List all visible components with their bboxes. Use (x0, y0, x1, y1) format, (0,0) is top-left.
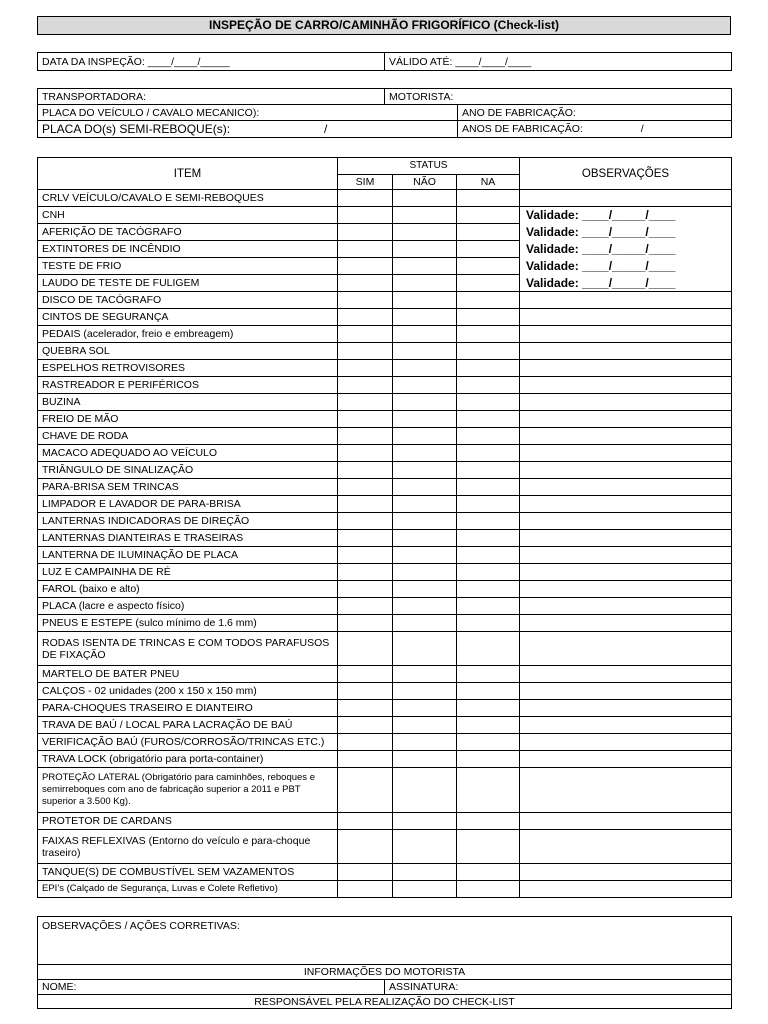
status-na-cell[interactable] (457, 581, 520, 598)
status-na-cell[interactable] (457, 813, 520, 830)
nao-column-header: NÃO (393, 175, 457, 190)
observation-cell[interactable] (520, 343, 732, 360)
checklist-row (38, 258, 732, 275)
checklist-item-label: PROTETOR DE CARDANS (38, 813, 338, 830)
status-nao-cell[interactable] (393, 881, 457, 898)
status-sim-cell[interactable] (338, 513, 393, 530)
status-nao-cell[interactable] (393, 751, 457, 768)
checklist-item-label: LANTERNA DE ILUMINAÇÃO DE PLACA (38, 547, 338, 564)
status-nao-cell[interactable] (393, 411, 457, 428)
checklist-item-label: FREIO DE MÃO (38, 411, 338, 428)
checklist-item-label: TANQUE(S) DE COMBUSTÍVEL SEM VAZAMENTOS (38, 864, 338, 881)
observation-cell[interactable]: Validade: ____/_____/____ (520, 224, 732, 241)
status-nao-cell[interactable] (393, 666, 457, 683)
checklist-item-label: VERIFICAÇÃO BAÚ (FUROS/CORROSÃO/TRINCAS ETC.) (38, 734, 338, 751)
observation-cell[interactable] (520, 830, 732, 864)
observations-column-header: OBSERVAÇÕES (520, 158, 732, 190)
checklist-item-label: LIMPADOR E LAVADOR DE PARA-BRISA (38, 496, 338, 513)
observation-cell[interactable] (520, 581, 732, 598)
status-na-cell[interactable] (457, 207, 520, 224)
status-na-cell[interactable] (457, 666, 520, 683)
status-sim-cell[interactable] (338, 343, 393, 360)
checklist-item-label: ESPELHOS RETROVISORES (38, 360, 338, 377)
status-nao-cell[interactable] (393, 224, 457, 241)
status-nao-cell[interactable] (393, 813, 457, 830)
checklist-row (38, 360, 732, 377)
status-na-cell[interactable] (457, 190, 520, 207)
status-sim-cell[interactable] (338, 530, 393, 547)
carrier-field[interactable]: TRANSPORTADORA: (38, 89, 385, 105)
observation-cell[interactable] (520, 598, 732, 615)
checklist-row (38, 632, 732, 666)
status-nao-cell[interactable] (393, 462, 457, 479)
status-sim-cell[interactable] (338, 564, 393, 581)
observation-cell[interactable]: Validade: ____/_____/____ (520, 258, 732, 275)
manufacture-years-label: ANOS DE FABRICAÇÃO: (462, 123, 583, 135)
checklist-row (38, 292, 732, 309)
status-nao-cell[interactable] (393, 207, 457, 224)
status-na-cell[interactable] (457, 224, 520, 241)
observation-cell[interactable] (520, 615, 732, 632)
na-column-header: NA (457, 175, 520, 190)
checklist-item-label: BUZINA (38, 394, 338, 411)
status-nao-cell[interactable] (393, 830, 457, 864)
status-nao-cell[interactable] (393, 394, 457, 411)
corrective-actions-field[interactable]: OBSERVAÇÕES / AÇÕES CORRETIVAS: (38, 917, 732, 965)
checklist-item-label: CINTOS DE SEGURANÇA (38, 309, 338, 326)
status-nao-cell[interactable] (393, 768, 457, 813)
status-na-cell[interactable] (457, 717, 520, 734)
semi-trailer-plate-field[interactable] (38, 121, 458, 138)
status-na-cell[interactable] (457, 530, 520, 547)
status-nao-cell[interactable] (393, 275, 457, 292)
vehicle-info-table (37, 88, 732, 138)
observation-cell[interactable] (520, 864, 732, 881)
status-nao-cell[interactable] (393, 734, 457, 751)
checklist-item-label: MARTELO DE BATER PNEU (38, 666, 338, 683)
status-na-cell[interactable] (457, 768, 520, 813)
observation-cell[interactable] (520, 377, 732, 394)
status-sim-cell[interactable] (338, 258, 393, 275)
manufacture-year-field[interactable]: ANO DE FABRICAÇÃO: (458, 105, 732, 121)
observation-cell[interactable] (520, 717, 732, 734)
checklist-item-label: AFERIÇÃO DE TACÓGRAFO (38, 224, 338, 241)
checklist-row (38, 564, 732, 581)
status-nao-cell[interactable] (393, 547, 457, 564)
status-sim-cell[interactable] (338, 615, 393, 632)
valid-until-field[interactable]: VÁLIDO ATÉ: ____/____/____ (385, 53, 732, 71)
status-na-cell[interactable] (457, 241, 520, 258)
checklist-item-label: PEDAIS (acelerador, freio e embreagem) (38, 326, 338, 343)
driver-field[interactable]: MOTORISTA: (385, 89, 732, 105)
status-sim-cell[interactable] (338, 377, 393, 394)
checklist-row (38, 513, 732, 530)
status-nao-cell[interactable] (393, 717, 457, 734)
observation-cell[interactable] (520, 683, 732, 700)
observation-cell[interactable] (520, 513, 732, 530)
status-sim-cell[interactable] (338, 666, 393, 683)
observation-cell[interactable] (520, 326, 732, 343)
checklist-item-label: PLACA (lacre e aspecto físico) (38, 598, 338, 615)
status-sim-cell[interactable] (338, 734, 393, 751)
status-nao-cell[interactable] (393, 190, 457, 207)
status-na-cell[interactable] (457, 598, 520, 615)
status-nao-cell[interactable] (393, 632, 457, 666)
manufacture-years-field[interactable] (458, 121, 732, 138)
status-sim-cell[interactable] (338, 326, 393, 343)
signature-field[interactable]: ASSINATURA: (385, 980, 732, 995)
observation-cell[interactable]: Validade: ____/_____/____ (520, 275, 732, 292)
checklist-item-label: RASTREADOR E PERIFÉRICOS (38, 377, 338, 394)
inspection-date-field[interactable]: DATA DA INSPEÇÃO: ____/____/_____ (38, 53, 385, 71)
checklist-item-label: LAUDO DE TESTE DE FULIGEM (38, 275, 338, 292)
status-na-cell[interactable] (457, 734, 520, 751)
observation-cell[interactable] (520, 734, 732, 751)
status-sim-cell[interactable] (338, 462, 393, 479)
status-sim-cell[interactable] (338, 813, 393, 830)
status-na-cell[interactable] (457, 479, 520, 496)
status-sim-cell[interactable] (338, 751, 393, 768)
status-na-cell[interactable] (457, 830, 520, 864)
semi-trailer-plate-slash: / (324, 122, 328, 136)
status-sim-cell[interactable] (338, 864, 393, 881)
status-na-cell[interactable] (457, 360, 520, 377)
checklist-item-label: FAIXAS REFLEXIVAS (Entorno do veículo e para-choque traseiro) (38, 830, 338, 864)
checklist-row (38, 864, 732, 881)
status-sim-cell[interactable] (338, 683, 393, 700)
status-sim-cell[interactable] (338, 207, 393, 224)
checklist-item-label: EPI’s (Calçado de Segurança, Luvas e Colete Refletivo) (38, 881, 338, 898)
checklist-row (38, 428, 732, 445)
status-na-cell[interactable] (457, 258, 520, 275)
status-sim-cell[interactable] (338, 881, 393, 898)
vehicle-plate-field[interactable]: PLACA DO VEÍCULO / CAVALO MECANICO): (38, 105, 458, 121)
status-sim-cell[interactable] (338, 830, 393, 864)
checklist-item-label: PROTEÇÃO LATERAL (Obrigatório para caminhões, reboques e semirreboques com ano de fabricação superior a 2011 e PBT superior a 3.500 Kg). (38, 768, 338, 813)
checklist-row (38, 224, 732, 241)
status-nao-cell[interactable] (393, 496, 457, 513)
observation-cell[interactable] (520, 881, 732, 898)
status-nao-cell[interactable] (393, 309, 457, 326)
manufacture-years-slash: / (640, 123, 644, 135)
checklist-item-label: FAROL (baixo e alto) (38, 581, 338, 598)
checklist-item-label: CHAVE DE RODA (38, 428, 338, 445)
observation-cell[interactable] (520, 479, 732, 496)
checklist-row (38, 830, 732, 864)
semi-trailer-plate-label: PLACA DO(s) SEMI-REBOQUE(s): (42, 122, 231, 136)
status-sim-cell[interactable] (338, 700, 393, 717)
checklist-item-label: LANTERNAS DIANTEIRAS E TRASEIRAS (38, 530, 338, 547)
checklist-table (37, 157, 732, 898)
status-na-cell[interactable] (457, 394, 520, 411)
checklist-row (38, 377, 732, 394)
status-sim-cell[interactable] (338, 275, 393, 292)
status-na-cell[interactable] (457, 881, 520, 898)
status-na-cell[interactable] (457, 632, 520, 666)
status-nao-cell[interactable] (393, 241, 457, 258)
observation-cell[interactable] (520, 428, 732, 445)
status-na-cell[interactable] (457, 292, 520, 309)
status-na-cell[interactable] (457, 428, 520, 445)
checklist-item-label: LANTERNAS INDICADORAS DE DIREÇÃO (38, 513, 338, 530)
observation-cell[interactable] (520, 309, 732, 326)
status-sim-cell[interactable] (338, 598, 393, 615)
status-sim-cell[interactable] (338, 547, 393, 564)
status-na-cell[interactable] (457, 547, 520, 564)
status-na-cell[interactable] (457, 326, 520, 343)
checklist-item-label: EXTINTORES DE INCÊNDIO (38, 241, 338, 258)
status-sim-cell[interactable] (338, 581, 393, 598)
status-nao-cell[interactable] (393, 377, 457, 394)
checklist-row (38, 411, 732, 428)
status-na-cell[interactable] (457, 615, 520, 632)
checklist-row (38, 547, 732, 564)
checklist-row (38, 717, 732, 734)
status-nao-cell[interactable] (393, 360, 457, 377)
status-nao-cell[interactable] (393, 428, 457, 445)
checklist-row (38, 207, 732, 224)
status-na-cell[interactable] (457, 343, 520, 360)
checklist-row (38, 734, 732, 751)
observation-cell[interactable] (520, 394, 732, 411)
checklist-item-label: DISCO DE TACÓGRAFO (38, 292, 338, 309)
status-na-cell[interactable] (457, 496, 520, 513)
item-column-header: ITEM (38, 158, 338, 190)
checklist-item-label: TRIÂNGULO DE SINALIZAÇÃO (38, 462, 338, 479)
observation-cell[interactable] (520, 813, 732, 830)
status-nao-cell[interactable] (393, 326, 457, 343)
status-nao-cell[interactable] (393, 445, 457, 462)
observation-cell[interactable] (520, 292, 732, 309)
status-na-cell[interactable] (457, 462, 520, 479)
status-sim-cell[interactable] (338, 190, 393, 207)
checklist-row (38, 615, 732, 632)
footer-table (37, 916, 732, 1009)
checklist-row (38, 479, 732, 496)
status-na-cell[interactable] (457, 751, 520, 768)
checklist-row (38, 275, 732, 292)
status-nao-cell[interactable] (393, 292, 457, 309)
status-nao-cell[interactable] (393, 700, 457, 717)
checklist-item-label: CNH (38, 207, 338, 224)
status-nao-cell[interactable] (393, 258, 457, 275)
status-na-cell[interactable] (457, 411, 520, 428)
observation-cell[interactable] (520, 360, 732, 377)
checklist-row (38, 190, 732, 207)
observation-cell[interactable] (520, 768, 732, 813)
checklist-item-label: TRAVA DE BAÚ / LOCAL PARA LACRAÇÃO DE BAÚ (38, 717, 338, 734)
status-na-cell[interactable] (457, 683, 520, 700)
status-na-cell[interactable] (457, 275, 520, 292)
observation-cell[interactable] (520, 632, 732, 666)
status-nao-cell[interactable] (393, 479, 457, 496)
checklist-item-label: TESTE DE FRIO (38, 258, 338, 275)
status-sim-cell[interactable] (338, 496, 393, 513)
responsible-heading: RESPONSÁVEL PELA REALIZAÇÃO DO CHECK-LIST (38, 995, 732, 1009)
observation-cell[interactable] (520, 462, 732, 479)
status-sim-cell[interactable] (338, 445, 393, 462)
status-nao-cell[interactable] (393, 564, 457, 581)
status-nao-cell[interactable] (393, 598, 457, 615)
observation-cell[interactable]: Validade: ____/_____/____ (520, 207, 732, 224)
checklist-row (38, 700, 732, 717)
observation-cell[interactable] (520, 751, 732, 768)
status-na-cell[interactable] (457, 513, 520, 530)
sim-column-header: SIM (338, 175, 393, 190)
checklist-row (38, 813, 732, 830)
status-sim-cell[interactable] (338, 292, 393, 309)
checklist-row (38, 530, 732, 547)
observation-cell[interactable] (520, 564, 732, 581)
observation-cell[interactable] (520, 445, 732, 462)
observation-cell[interactable] (520, 700, 732, 717)
status-nao-cell[interactable] (393, 581, 457, 598)
checklist-item-label: TRAVA LOCK (obrigatório para porta-container) (38, 751, 338, 768)
status-na-cell[interactable] (457, 864, 520, 881)
status-na-cell[interactable] (457, 445, 520, 462)
form-title: INSPEÇÃO DE CARRO/CAMINHÃO FRIGORÍFICO (Check-list) (37, 16, 731, 35)
checklist-row (38, 666, 732, 683)
checklist-row (38, 241, 732, 258)
observation-cell[interactable] (520, 547, 732, 564)
checklist-item-label: PNEUS E ESTEPE (sulco mínimo de 1.6 mm) (38, 615, 338, 632)
checklist-row (38, 309, 732, 326)
status-column-header: STATUS (338, 158, 520, 175)
observation-cell[interactable] (520, 530, 732, 547)
driver-info-heading: INFORMAÇÕES DO MOTORISTA (38, 965, 732, 980)
status-sim-cell[interactable] (338, 224, 393, 241)
checklist-item-label: MACACO ADEQUADO AO VEÍCULO (38, 445, 338, 462)
checklist-row (38, 326, 732, 343)
checklist-item-label: CALÇOS - 02 unidades (200 x 150 x 150 mm) (38, 683, 338, 700)
status-sim-cell[interactable] (338, 717, 393, 734)
status-na-cell[interactable] (457, 309, 520, 326)
checklist-item-label: RODAS ISENTA DE TRINCAS E COM TODOS PARAFUSOS DE FIXAÇÃO (38, 632, 338, 666)
status-na-cell[interactable] (457, 700, 520, 717)
checklist-row (38, 598, 732, 615)
checklist-row (38, 683, 732, 700)
checklist-item-label: PARA-CHOQUES TRASEIRO E DIANTEIRO (38, 700, 338, 717)
status-nao-cell[interactable] (393, 683, 457, 700)
observation-cell[interactable] (520, 190, 732, 207)
observation-cell[interactable] (520, 411, 732, 428)
checklist-row (38, 751, 732, 768)
checklist-row (38, 496, 732, 513)
status-sim-cell[interactable] (338, 241, 393, 258)
status-sim-cell[interactable] (338, 360, 393, 377)
name-field[interactable]: NOME: (38, 980, 385, 995)
checklist-row (38, 462, 732, 479)
observation-cell[interactable] (520, 496, 732, 513)
checklist-item-label: PARA-BRISA SEM TRINCAS (38, 479, 338, 496)
checklist-row (38, 881, 732, 898)
status-nao-cell[interactable] (393, 530, 457, 547)
checklist-row (38, 581, 732, 598)
observation-cell[interactable]: Validade: ____/_____/____ (520, 241, 732, 258)
status-nao-cell[interactable] (393, 343, 457, 360)
status-nao-cell[interactable] (393, 864, 457, 881)
status-nao-cell[interactable] (393, 615, 457, 632)
checklist-row (38, 343, 732, 360)
checklist-row (38, 394, 732, 411)
status-sim-cell[interactable] (338, 632, 393, 666)
status-sim-cell[interactable] (338, 309, 393, 326)
dates-table (37, 52, 732, 71)
status-na-cell[interactable] (457, 564, 520, 581)
status-nao-cell[interactable] (393, 513, 457, 530)
checklist-row (38, 445, 732, 462)
status-sim-cell[interactable] (338, 428, 393, 445)
status-na-cell[interactable] (457, 377, 520, 394)
observation-cell[interactable] (520, 666, 732, 683)
status-sim-cell[interactable] (338, 479, 393, 496)
checklist-item-label: LUZ E CAMPAINHA DE RÉ (38, 564, 338, 581)
status-sim-cell[interactable] (338, 411, 393, 428)
status-sim-cell[interactable] (338, 768, 393, 813)
status-sim-cell[interactable] (338, 394, 393, 411)
checklist-row (38, 768, 732, 813)
checklist-item-label: QUEBRA SOL (38, 343, 338, 360)
checklist-item-label: CRLV VEÍCULO/CAVALO E SEMI-REBOQUES (38, 190, 338, 207)
